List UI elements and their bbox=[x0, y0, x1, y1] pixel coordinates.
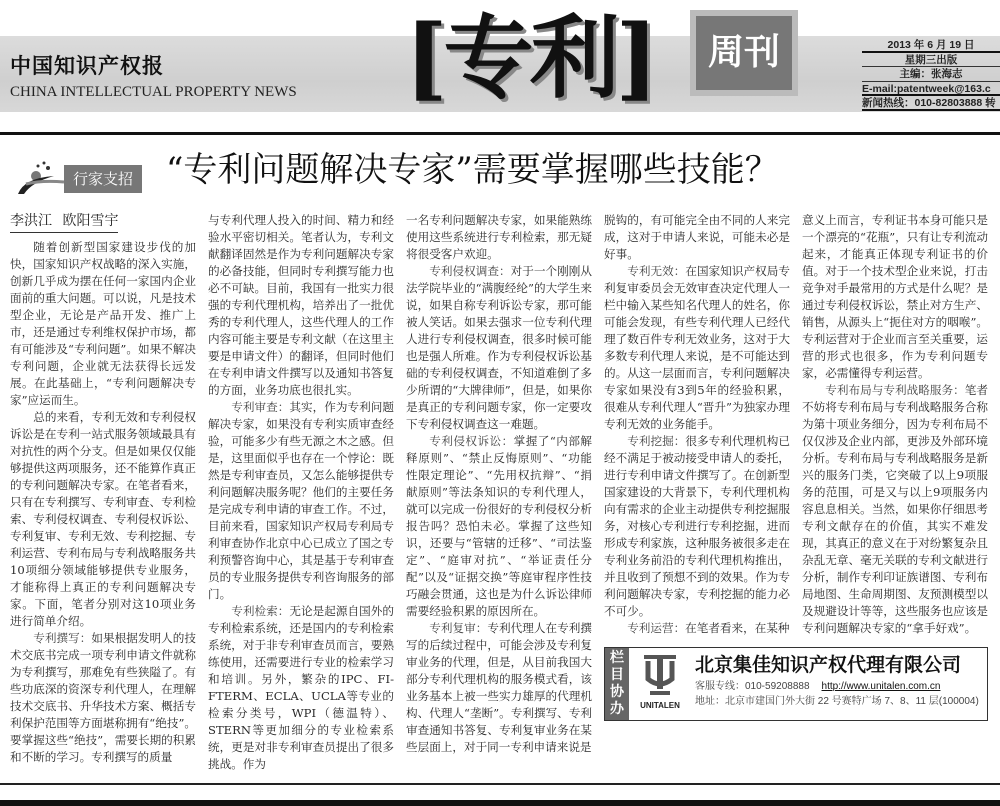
paragraph bbox=[406, 433, 592, 620]
issue-email: E-mail:patentweek@163.c bbox=[862, 82, 1000, 97]
article-column-1-text bbox=[10, 239, 196, 766]
paragraph-lead: 专利侵权调查： bbox=[429, 264, 511, 278]
logo-text: UNITALEN bbox=[640, 701, 680, 710]
issue-editor: 主编：张海志 bbox=[862, 67, 1000, 82]
paragraph bbox=[10, 630, 196, 766]
paragraph bbox=[604, 263, 790, 433]
paragraph bbox=[406, 212, 592, 263]
ad-side-label: 栏目协办 bbox=[605, 648, 629, 720]
paragraph bbox=[802, 382, 988, 637]
column-tag: 行家支招 bbox=[64, 165, 142, 193]
headline: “专利问题解决专家”需要掌握哪些技能？ bbox=[166, 150, 779, 190]
divider bbox=[0, 800, 1000, 806]
issue-date: 2013 年 6 月 19 日 bbox=[862, 38, 1000, 53]
company-name: 北京集佳知识产权代理有限公司 bbox=[695, 654, 962, 676]
paragraph-text: 总的来看，专利无效和专利侵权诉讼是在专利一站式服务领域最具有对抗性的两个分支。但是如果仅仅能够提供这两项服务，还不能算作真正的专利问题解决专家。在笔者看来，只有在专利撰写、专利审查、专利检索、专利侵权调查、专利侵权诉讼、专利复审、专利无效、专利挖掘、专利运营、专利布局与专利战略服务共10项细分领域能够提供专业服务，才能称得上真正的专利问题解决专家。下面，笔者分别对这10项业务进行简单介绍。 bbox=[10, 410, 196, 628]
paragraph-text: 与专利代理人投入的时间、精力和经验水平密切相关。笔者认为，专利文献翻译固然是作为专利问题解决专家的必备技能，但同时专利撰写能力也必不可缺。目前，我国有一批实力很强的专利代理机构，培养出了一批优秀的专利代理人，这些代理人的工作内容可能主要是专利文献（在这里主要是申请文件）的翻译，但同时他们在专利申请文件撰写以及通知书答复的方面，业务功底也很扎实。 bbox=[208, 213, 394, 397]
paragraph-lead: 专利布局与专利战略服务： bbox=[825, 383, 965, 397]
page-header bbox=[0, 0, 1000, 212]
paragraph-lead: 专利撰写： bbox=[33, 631, 92, 645]
paragraph-lead: 专利复审： bbox=[429, 621, 488, 635]
paragraph-lead: 专利无效： bbox=[627, 264, 686, 278]
paragraph-text: 如果根据发明人的技术交底书完成一项专利申请文件就称为专利撰写，那难免有些狭隘了。有些功底深的资深专利代理人，在理解技术交底书、升华技术方案、概括专利保护范围等方面堪称拥有“绝技”。要掌握这些“绝技”，需要长期的积累和不断的学习。专利撰写的质量 bbox=[10, 631, 196, 764]
paragraph bbox=[10, 409, 196, 630]
paragraph-text: 专利代理人在专利撰写的后续过程中，可能会涉及专利复审业务的代理，但是，从目前我国大部分专利代理机构的服务模式看，该业务基本上被一些实力雄厚的代理机构、代理人“垄断”。专利撰写、专利审查通知书答复、专利复审业务在某些层面上，对于同一专利申请来说是 bbox=[406, 621, 592, 754]
paragraph-lead: 专利审查： bbox=[231, 400, 290, 414]
article-column-4 bbox=[604, 212, 790, 637]
section-title: [专利] bbox=[405, 5, 655, 111]
section-suffix: 周刊 bbox=[690, 10, 798, 96]
sponsor-ad bbox=[604, 647, 988, 721]
paragraph bbox=[604, 212, 790, 263]
paragraph bbox=[406, 620, 592, 756]
paragraph bbox=[406, 263, 592, 433]
paragraph-text: 在国家知识产权局专利复审委员会无效审查决定代理人一栏中输入某些知名代理人的姓名，你可能会发现，有些专利代理人已经代理了数百件专利无效业务，这对于大多数专利代理人来说，是不可能达到的。从这一层面而言，专利问题解决专家如果没有3到5年的经验积累，很难从专利代理人“晋升”为独家办理专利无效的业务能手。 bbox=[604, 264, 790, 431]
paragraph-lead: 专利运营： bbox=[627, 621, 686, 635]
paragraph-text: 掌握了“内部解释原则”、“禁止反悔原则”、“功能性限定理论”、“先用权抗辩”、“捐献原则”等法条知识的专利代理人，就可以完成一份很好的专利侵权分析报告吗？恐怕未必。掌握了这些知识，还要与“管辖的迁移”、“司法鉴定”、“庭审对抗”、“举证责任分配”以及“证据交换”等庭审程序性技巧融会贯通，这也是为什么诉讼律师需要经验积累的原因所在。 bbox=[406, 434, 592, 618]
paragraph-text: 一名专利问题解决专家，如果能熟练使用这些系统进行专利检索，那无疑将很受客户欢迎。 bbox=[406, 213, 592, 261]
paper-name-cn: 中国知识产权报 bbox=[10, 54, 164, 78]
paragraph bbox=[802, 212, 988, 382]
paragraph-text: 对于一个刚刚从法学院毕业的“满腹经纶”的大学生来说，如果自称专利诉讼专家，那可能被人笑话。如果去强求一位专利代理人进行专利侵权调查，很多时候可能也是强人所难。作为专利侵权诉讼基础的专利侵权调查，不知道难倒了多少所谓的“大牌律师”，但是，如果你是真正的专利问题专家，你一定要攻下专利侵权调查这一难题。 bbox=[406, 264, 592, 431]
issue-info bbox=[862, 38, 1000, 111]
paragraph-text: 很多专利代理机构已经不满足于被动接受申请人的委托，进行专利申请文件撰写了。在创新型国家建设的大背景下，专利代理机构向有需求的企业主动提供专利挖掘服务，对核心专利进行专利挖掘，进而形成专利家族，这种服务被很多走在专利业务前沿的专利代理机构推出，并且收到了预想不到的效果。作为专利问题解决专家，专利挖掘的能力必不可少。 bbox=[604, 434, 790, 618]
company-url[interactable]: http://www.unitalen.com.cn bbox=[821, 681, 941, 692]
paragraph-text: 在笔者看来，在某种 bbox=[685, 621, 790, 635]
ad-body bbox=[691, 648, 987, 720]
company-hotline: 客服专线：010-59208888 bbox=[695, 681, 810, 692]
byline: 李洪江 欧阳雪宇 bbox=[10, 212, 118, 233]
page-footer bbox=[0, 773, 1000, 806]
paragraph bbox=[604, 620, 790, 637]
paragraph-lead: 专利检索： bbox=[231, 604, 290, 618]
article-column-2 bbox=[208, 212, 394, 773]
issue-edition: 星期三出版 bbox=[862, 53, 1000, 68]
article-column-3 bbox=[406, 212, 592, 756]
article-column-5 bbox=[802, 212, 988, 637]
paragraph-lead: 专利侵权诉讼： bbox=[429, 434, 514, 448]
divider bbox=[0, 783, 1000, 785]
unitalen-logo bbox=[629, 648, 691, 720]
paper-name-en: CHINA INTELLECTUAL PROPERTY NEWS bbox=[10, 84, 297, 100]
paragraph bbox=[208, 212, 394, 399]
paragraph-text: 无论是起源自国外的专利检索系统，还是国内的专利检索系统，对于非专利审查员而言，要熟练使用，还需要进行专业的检索学习和培训。另外，繁杂的IPC、FI-FTERM、ECLA、UCLA等专业的检索分类号，WPI（德温特）、STERN等更加细分的专业检索系统，更是对非专利审查员提出了很多挑战。作为 bbox=[208, 604, 394, 771]
article-body bbox=[0, 212, 1000, 773]
paragraph bbox=[208, 399, 394, 603]
paragraph-lead: 专利挖掘： bbox=[627, 434, 686, 448]
issue-hotline: 新闻热线：010-82803888 转 bbox=[862, 96, 1000, 111]
paragraph bbox=[10, 239, 196, 409]
divider bbox=[0, 132, 1000, 135]
company-address: 地址：北京市建国门外大街 22 号赛特广场 7、8、11 层(100004) bbox=[695, 696, 979, 707]
right-column-group bbox=[604, 212, 988, 721]
paragraph-text: 随着创新型国家建设步伐的加快，国家知识产权战略的深入实施，创新几乎成为摆在任何一家国内企业面前的重大问题。可以说，凡是技术型企业，无论是产品开发、推广上市，还是通过专利维权保护市场，都有可能涉及“专利问题”。如果不解决专利问题，企业就无法获得长远发展。在此基础上，“专利问题解决专家”应运而生。 bbox=[10, 240, 196, 407]
unitalen-logo-icon bbox=[640, 653, 680, 697]
paragraph bbox=[208, 603, 394, 773]
paragraph-text: 其实，作为专利问题解决专家，如果没有专利实质审查经验，可能多少有些无源之木之感。但是，这里面似乎也存在一个悖论：既然是专利审查员，又怎么能够提供专利问题解决服务呢？他们的主要任务是完成专利申请的审查工作。不过，目前来看，国家知识产权局专利局专利审查协作北京中心已成立了国之专利预警咨询中心，其是基于专利审查员的专业服务提供专利咨询服务的部门。 bbox=[208, 400, 394, 601]
article-column-1 bbox=[10, 212, 196, 766]
paragraph-text: 笔者不妨将专利布局与专利战略服务合称为第十项业务细分，因为专利布局不仅仅涉及企业内部，更涉及外部环境分析。专利布局与专利战略服务是新兴的服务门类，它突破了以上9项服务的范围，可是又与以上9项服务内容息息相关。当然，如果你仔细思考专利文献存在的价值，其实不难发现，其真正的意义在于对纷繁复杂且杂乱无章、毫无关联的专利文献进行分析，制作专利印证族谱图、专利布局地图、生命周期图、友预测模型以及规避设计等等，这些服务也应该是专利问题解决专家的“拿手好戏”。 bbox=[802, 383, 988, 635]
paragraph-text: 意义上而言，专利证书本身可能只是一个漂亮的“花瓶”，只有让专利流动起来，才能真正体现专利证书的价值。对于一个技术型企业来说，打击竞争对手最常用的方式是什么呢？是通过专利侵权诉讼，禁止对方生产、销售，从源头上“扼住对方的咽喉”。专利运营对于企业而言至关重要，运营的形式也很多，作为专利问题专家，必需懂得专利运营。 bbox=[802, 213, 988, 380]
paragraph-text: 脱钩的，有可能完全由不同的人来完成，这对于申请人来说，可能未必是好事。 bbox=[604, 213, 790, 261]
paragraph bbox=[604, 433, 790, 620]
